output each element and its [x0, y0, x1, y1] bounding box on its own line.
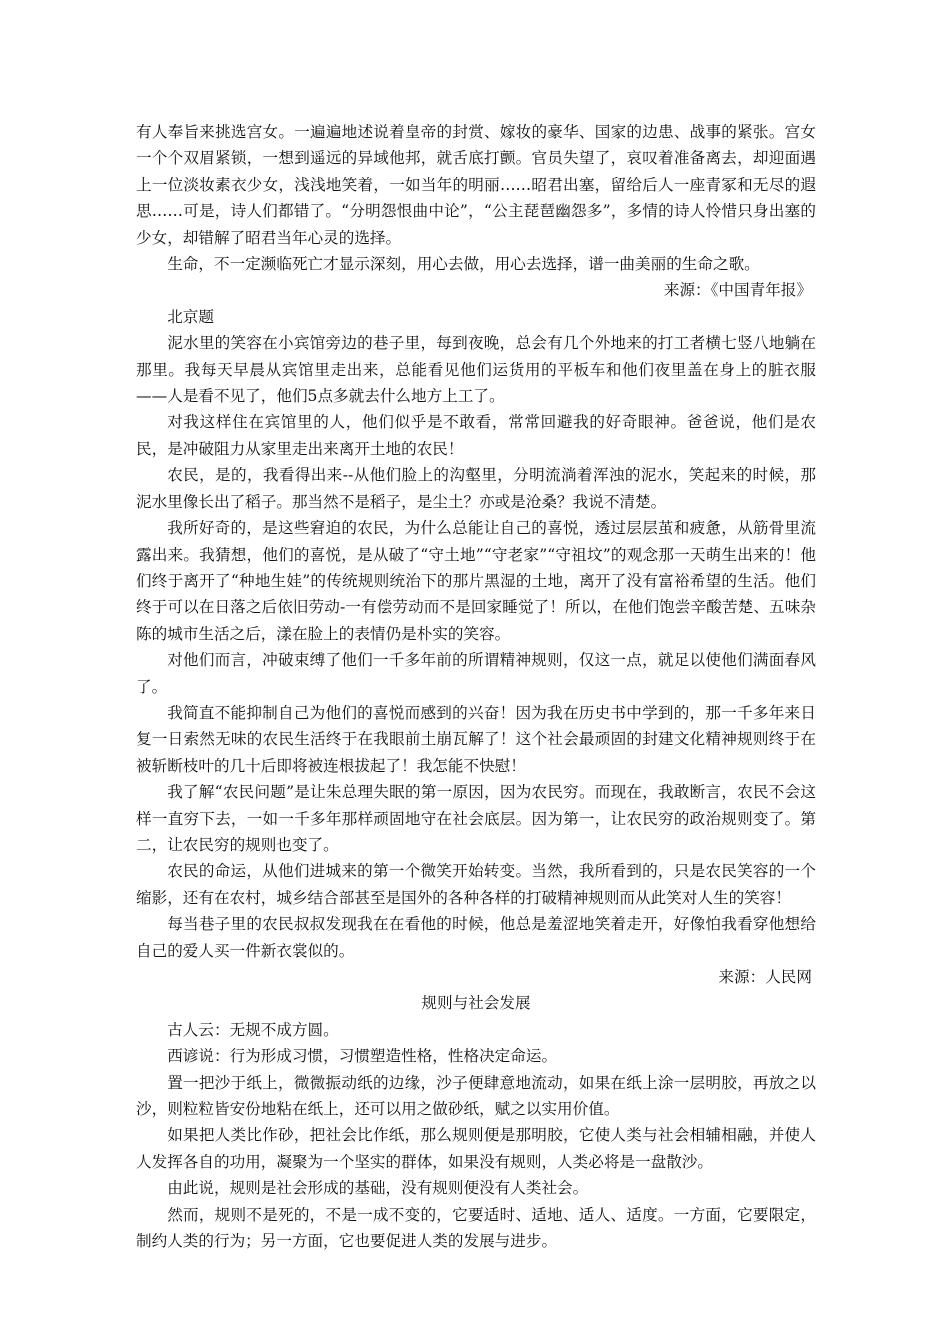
source-line: 来源：《中国青年报》: [663, 281, 812, 300]
paragraph: 我所好奇的，是这些窘迫的农民，为什么总能让自己的喜悦，透过层层茧和疲惫，从筋骨里流露出来。我猜想，他们的喜悦，是从破了“守土地”“守老家”“守祖坟”的观念那一天萌生出来的！他们终于离开了“种地生娃”的传统规则统治下的那片黑湿的土地，离开了没有富裕希望的生活。他们终于可以在日落之后依旧劳动-一有偿劳动而不是回家睡觉了！所以，在他们饱尝辛酸苦楚、五味杂陈的城市生活之后，漾在脸上的表情仍是朴实的笑容。: [136, 519, 816, 643]
paragraph: 泥水里的笑容在小宾馆旁边的巷子里，每到夜晚，总会有几个外地来的打工者横七竖八地躺在那里。我每天早晨从宾馆里走出来，总能看见他们运货用的平板车和他们夜里盖在身上的脏衣服——人是看不见了，他们5点多就去什么地方上工了。: [136, 334, 816, 406]
paragraph: 农民，是的，我看得出来--从他们脸上的沟壑里，分明流淌着浑浊的泥水，笑起来的时候，那泥水里像长出了稻子。那当然不是稻子，是尘土？亦或是沧桑？我说不清楚。: [136, 466, 816, 511]
paragraph: 西谚说：行为形成习惯，习惯塑造性格，性格决定命运。: [167, 1047, 558, 1066]
paragraph: 对他们而言，冲破束缚了他们一千多年前的所谓精神规则，仅这一点，就足以使他们满面春风了。: [136, 651, 816, 696]
source-line: 来源：人民网: [718, 968, 812, 986]
paragraph: 每当巷子里的农民叔叔发现我在在看他的时候，他总是羞涩地笑着走开，好像怕我看穿他想给自己的爱人买一件新衣裳似的。: [136, 915, 816, 960]
paragraph: 我了解“农民问题”是让朱总理失眠的第一原因，因为农民穷。而现在，我敢断言，农民不会这样一直穷下去，一如一千多年那样顽固地守在社会底层。因为第一，让农民穷的政治规则变了。第二，让农民穷的规则也变了。: [136, 783, 816, 854]
paragraph: 由此说，规则是社会形成的基础，没有规则便没有人类社会。: [167, 1179, 589, 1198]
essay-title: 规则与社会发展: [421, 994, 531, 1013]
paragraph: 然而，规则不是死的，不是一成不变的，它要适时、适地、适人、适度。一方面，它要限定，制约人类的行为；另一方面，它也要促进人类的发展与进步。: [136, 1205, 816, 1251]
paragraph: 我简直不能抑制自己为他们的喜悦而感到的兴奋！因为我在历史书中学到的，那一千多年来日复一日索然无味的农民生活终于在我眼前土崩瓦解了！这个社会最顽固的封建文化精神规则终于在被斩断枝叶的几十后即将被连根拔起了！我怎能不快慰！: [136, 703, 816, 775]
paragraph: 农民的命运，从他们进城来的第一个微笑开始转变。当然，我所看到的，只是农民笑容的一个缩影，还有在农村，城乡结合部甚至是国外的各种各样的打破精神规则而从此笑对人生的笑容！: [136, 862, 816, 907]
paragraph: 有人奉旨来挑选宫女。一遍遍地述说着皇帝的封赏、嫁妆的豪华、国家的边患、战事的紧张。宫女一个个双眉紧锁，一想到遥远的异域他邦，就舌底打颤。官员失望了，哀叹着准备离去，却迎面遇上一位淡妆素衣少女，浅浅地笑着，一如当年的明丽……昭君出塞，留给后人一座青冢和无尽的遐思……可是，诗人们都错了。“分明怨恨曲中论”，“公主琵琶幽怨多”，多情的诗人怜惜只身出塞的少女，却错解了昭君当年心灵的选择。: [136, 123, 816, 247]
paragraph: 生命，不一定濒临死亡才显示深刻，用心去做，用心去选择，谱一曲美丽的生命之歌。: [167, 255, 760, 274]
section-heading: 北京题: [167, 307, 214, 326]
paragraph: 置一把沙于纸上，微微振动纸的边缘，沙子便肆意地流动，如果在纸上涂一层明胶，再放之以沙，则粒粒皆安份地粘在纸上，还可以用之做砂纸，赋之以实用价值。: [136, 1073, 816, 1119]
paragraph: 古人云：无规不成方圆。: [167, 1020, 339, 1039]
document-page: [136, 119, 816, 1254]
paragraph: 对我这样住在宾馆里的人，他们似乎是不敢看，常常回避我的好奇眼神。爸爸说，他们是农民，是冲破阻力从家里走出来离开土地的农民！: [136, 413, 816, 458]
paragraph: 如果把人类比作砂，把社会比作纸，那么规则便是那明胶，它使人类与社会相辅相融，并使人人发挥各自的功用，凝聚为一个坚实的群体，如果没有规则，人类必将是一盘散沙。: [136, 1126, 816, 1171]
